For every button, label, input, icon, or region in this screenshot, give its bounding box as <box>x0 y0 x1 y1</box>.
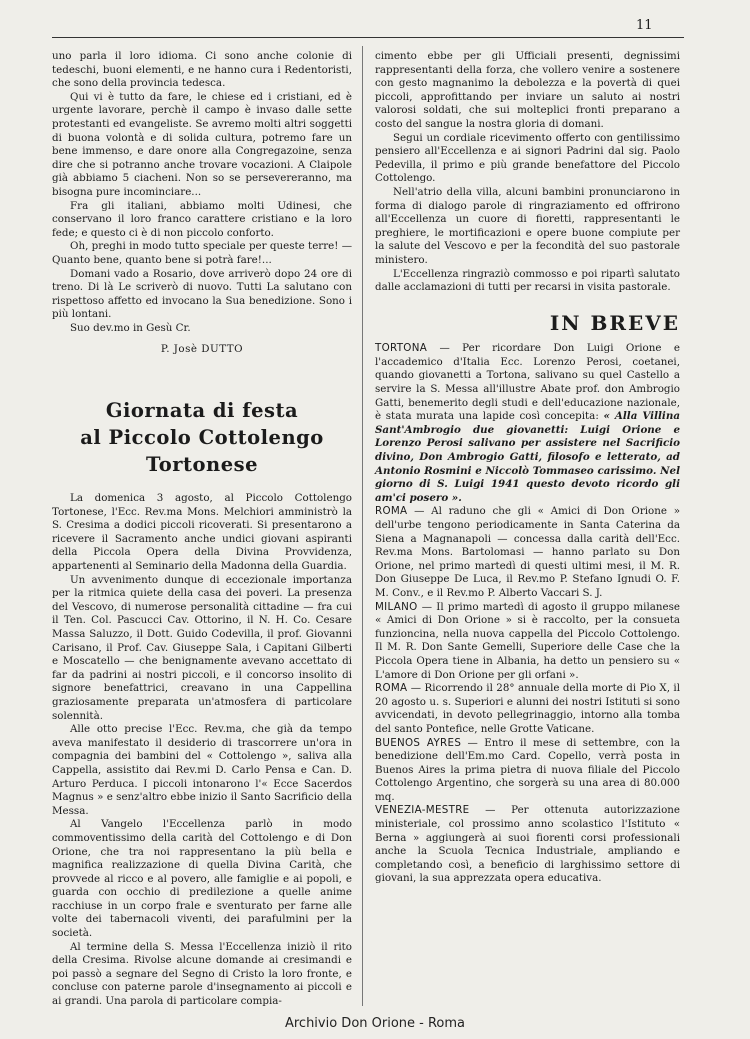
news-text: — Per ottenuta autorizzazione ministeriale, col prossimo anno scolastico l'Istituto « Berna » aggiungerà ai suoi fiorenti corsi professionali anche la Scuola Tecnica Industriale, ampliando e completando così, a beneficio di larghissimo settore di giovani, la sua apprezzata opera educativa. <box>375 804 680 885</box>
article-paragraph: Un avvenimento dunque di eccezionale importanza per la ritmica quiete della casa dei poveri. La presenza del Vescovo, di numerose personalità cittadine — fra cui il Ten. Col. Pascucci Cav. Ottorino, il N. H. Co. Cesare Massa Saluzzo, il Dott. Guido Codevilla, il prof. Giovanni Carisano, il Prof. Cav. Giuseppe Sala, i Capitani Gilberti e Moscatello — che benignamente avevano accettato di far da padrini ai nostri piccoli, e il concorso insolito di signore benefattrici, creavano in una Cappellina graziosamente preparata un'atmosfera di particolare solennità. <box>52 573 352 722</box>
page-number: 11 <box>636 18 653 33</box>
article-paragraph: La domenica 3 agosto, al Piccolo Cottolengo Tortonese, l'Ecc. Rev.ma Mons. Melchiori amministrò la S. Cresima a dodici piccoli ricoverati. Si presentarono a ricevere il Sacramento anche undici giovani aspiranti della Piccola Opera della Divina Provvidenza, appartenenti al Seminario della Madonna della Guardia. <box>52 492 352 573</box>
article-title-line: al Piccolo Cottolengo Tortonese <box>80 426 324 477</box>
section-heading: IN BREVE <box>549 310 680 335</box>
news-item-milano <box>375 601 680 683</box>
header-rule <box>52 37 684 38</box>
news-place: BUENOS AYRES <box>375 736 462 749</box>
signature: P. Josè DUTTO <box>160 343 244 356</box>
article-paragraph: Nell'atrio della villa, alcuni bambini pronunciarono in forma di dialogo parole di ringraziamento ed offrirono all'Eccellenza un cuore di fioretti, rappresentanti le preghiere, le mortificazioni e opere buone compiute per la salute del Vescovo e per la fecondità del suo pastorale ministero. <box>375 185 680 266</box>
letter-paragraph: Domani vado a Rosario, dove arriverò dopo 24 ore di treno. Di là Le scriverò di nuovo. Tutti La salutano con rispettoso affetto ed invocano la Sua benedizione. Sono i più lontani. <box>52 267 352 321</box>
news-place: VENEZIA-MESTRE <box>375 804 470 817</box>
right-column <box>375 50 680 886</box>
news-text: — Per ricordare Don Luigi Orione e l'accademico d'Italia Ecc. Lorenzo Perosi, coetanei, quando giovanetti a Tortona, salivano su quel Castello a servire la S. Messa all'illustre Abate prof. don Ambrogio Gatti, benemerito degli studi e dell'educazione nazionale, è stata murata una lapide così concepita: <box>375 342 680 423</box>
article-title-line: Giornata di festa <box>105 399 299 423</box>
news-text: — Il primo martedì di agosto il gruppo milanese « Amici di Don Orione » si è raccolto, per la consueta funzioncina, nella nuova cappella del Piccolo Cottolengo. Il M. R. Don Sante Gemelli, Superiore delle Case che la Piccola Opera tiene in Albania, ha detto un pensiero su « L'amore di Don Orione per gli orfani ». <box>375 600 680 681</box>
article-paragraph: Al Vangelo l'Eccellenza parlò in modo commoventissimo della carità del Cottolengo e di Don Orione, che tra noi rappresentano la più bella e magnifica realizzazione di quella Divina Carità, che provvede al ricco e al povero, alle famiglie e ai popoli, e guarda con occhio di predilezione a quelle anime racchiuse in un corpo frale e sventurato per farne alle volte dei tabernacoli viventi, dei parafulmini per la società. <box>52 818 352 940</box>
inscription-text: « Alla Villina Sant'Ambrogio due giovanetti: Luigi Orione e Lorenzo Perosi salivano per assistere nel Sacrificio divino, Don Ambrogio Gatti, filosofo e letterato, ad Antonio Rosmini e Niccolò Tommaseo carissimo. Nel giorno di S. Luigi 1941 questo devoto ricordo gli am'ci posero ». <box>375 410 680 504</box>
article-paragraph: Alle otto precise l'Ecc. Rev.ma, che già da tempo aveva manifestato il desiderio di trascorrere un'ora in compagnia dei bambini del « Cottolengo », saliva alla Cappella, assistito dai Rev.mi D. Carlo Pensa e Can. D. Arturo Perduca. I piccoli intonarono l'« Ecce Sacerdos Magnus » e senz'altro ebbe inizio il Santo Sacrificio della Messa. <box>52 723 352 817</box>
letter-paragraph: Qui vi è tutto da fare, le chiese ed i cristiani, ed è urgente lavorare, perchè il campo è invaso dalle sette protestanti ed evangeliste. Se avremo molti altri soggetti di buona volontà e di solida cultura, potremo fare un bene immenso, e dare onore alla Congregazoine, senza dire che si potranno anche trovare vocazioni. A Claipole già abbiamo 5 ciacheni. Non so se persevereranno, ma bisogna pure incominciare... <box>52 90 352 198</box>
news-text: — Al raduno che gli « Amici di Don Orione » dell'urbe tengono periodicamente in Santa Caterina da Siena a Magnanapoli — concessa dalla carità dell'Ecc. Rev.ma Mons. Bartolomasi — hanno parlato su Don Orione, nel primo martedì di questi ultimi mesi, il M. R. Don Giuseppe De Luca, il Rev.mo P. Stefano Ignudi O. F. M. Conv., e il Rev.mo P. Alberto Vaccari S. J. <box>375 505 680 599</box>
news-item-tortona <box>375 342 680 505</box>
news-item-roma-pio-x <box>375 682 680 736</box>
letter-paragraph: uno parla il loro idioma. Ci sono anche colonie di tedeschi, buoni elementi, e ne hanno cura i Redentoristi, che sono della provincia tedesca. <box>52 50 352 90</box>
archive-caption: Archivio Don Orione - Roma <box>284 1016 466 1031</box>
article-paragraph: L'Eccellenza ringraziò commosso e poi ripartì salutato dalle acclamazioni di tutti per recarsi in visita pastorale. <box>375 267 680 294</box>
news-text: — Entro il mese di settembre, con la benedizione dell'Em.mo Card. Copello, verrà posta in Buenos Aires la prima pietra di nuova filiale del Piccolo Cottolengo Argentino, che sorgerà su una area di 80.000 mq. <box>375 736 680 803</box>
news-text: — Ricorrendo il 28° annuale della morte di Pio X, il 20 agosto u. s. Superiori e alunni dei nostri Istituti si sono avvicendati, in devoto pellegrinaggio, intorno alla tomba del santo Pontefice, nelle Grotte Vaticane. <box>375 682 680 735</box>
news-place: ROMA <box>375 682 408 695</box>
letter-paragraph: Fra gli italiani, abbiamo molti Udinesi, che conservano il loro franco carattere cristiano e la loro fede; e questo ci è di non piccolo conforto. <box>52 199 352 239</box>
news-place: ROMA <box>375 505 408 518</box>
news-item-roma <box>375 505 680 600</box>
article-paragraph: Al termine della S. Messa l'Eccellenza iniziò il rito della Cresima. Rivolse alcune domande ai cresimandi e poi passò a segnare del Segno di Cristo la loro fronte, e concluse con paterne parole d'insegnamento ai piccoli e ai grandi. Una parola di particolare compia- <box>52 940 352 1008</box>
article-continuation: cimento ebbe per gli Ufficiali presenti, degnissimi rappresentanti della forza, che vollero venire a sostenere con gesto magnanimo la debolezza e la povertà di quei piccoli, approfittando per inviare un saluto ai nostri valorosi soldati, che sui molteplici fronti preparano a costo del sangue la nostra gloria di domani. <box>375 50 680 130</box>
letter-closing: Suo dev.mo in Gesù Cr. <box>70 321 191 334</box>
news-place: TORTONA <box>375 342 428 355</box>
column-divider <box>362 46 363 1006</box>
article-title <box>52 397 352 478</box>
news-place: MILANO <box>375 600 418 613</box>
left-column <box>52 50 352 1009</box>
news-item-venezia-mestre <box>375 804 680 886</box>
article-paragraph: Segui un cordiale ricevimento offerto con gentilissimo pensiero all'Eccellenza e ai signori Padrini dal sig. Paolo Pedevilla, il primo e più grande benefattore del Piccolo Cottolengo. <box>375 131 680 185</box>
letter-paragraph: Oh, preghi in modo tutto speciale per queste terre! — Quanto bene, quanto bene si potrà fare!... <box>52 240 352 266</box>
news-item-buenos-ayres <box>375 737 680 805</box>
